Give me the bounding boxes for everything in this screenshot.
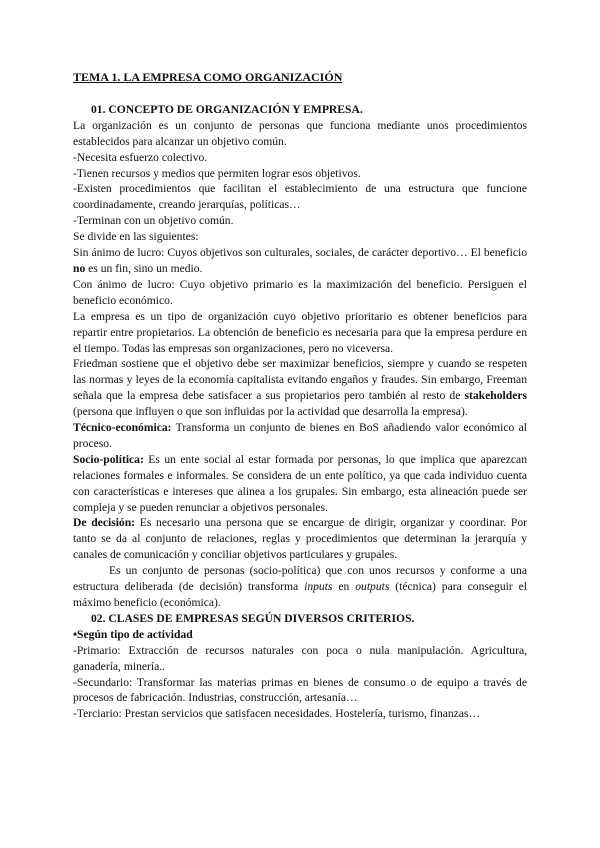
list-item: -Terciario: Prestan servicios que satisfacen necesidades. Hostelería, turismo, finanzas… <box>73 707 481 721</box>
section-2-heading: 02. CLASES DE EMPRESAS SEGÚN DIVERSOS CRITERIOS. <box>91 611 415 625</box>
subheading-activity: •Según tipo de actividad <box>73 627 193 641</box>
list-item: -Secundario: Transformar las materias primas en bienes de consumo o de equipo a través de procesos de fabricación. Industrias, construcción, artesanía… <box>73 675 527 705</box>
paragraph-sin-animo: Sin ánimo de lucro: Cuyos objetivos son culturales, sociales, de carácter deportivo… El beneficio no es un fin, sino un medio. <box>73 246 527 275</box>
document-page <box>73 70 527 722</box>
paragraph-definition: La organización es un conjunto de personas que funciona mediante unos procedimientos establecidos para alcanzar un objetivo común. <box>73 118 527 148</box>
list-item: -Existen procedimientos que facilitan el establecimiento de una estructura que funcione coordinadamente, creando jerarquías, políticas… <box>73 182 527 212</box>
section-1-heading: 01. CONCEPTO DE ORGANIZACIÓN Y EMPRESA. <box>91 102 363 116</box>
paragraph-divide: Se divide en las siguientes: <box>73 230 199 244</box>
list-item: -Terminan con un objetivo común. <box>73 214 234 228</box>
list-item: -Primario: Extracción de recursos naturales con poca o nula manipulación. Agricultura, ganadería, minería.. <box>73 643 527 673</box>
paragraph-summary: Es un conjunto de personas (socio-política) que con unos recursos y conforme a una estructura deliberada (de decisión) transforma inputs en outputs (técnica) para conseguir el máximo beneficio (económica). <box>73 564 527 609</box>
document-title: TEMA 1. LA EMPRESA COMO ORGANIZACIÓN <box>73 70 343 84</box>
paragraph-friedman: Friedman sostiene que el objetivo debe ser maximizar beneficios, siempre y cuando se respeten las normas y leyes de la economía capitalista evitando engaños y fraudes. Sin embargo, Freeman señala que la empresa debe satisfacer a sus propietarios pero también al resto de stakeholders (persona que influyen o que son influidas por la actividad que desarrolla la empresa). <box>73 357 527 419</box>
paragraph-tecnico: Técnico-económica: Transforma un conjunto de bienes en BoS añadiendo valor económico al proceso. <box>73 421 527 450</box>
paragraph-con-animo: Con ánimo de lucro: Cuyo objetivo primario es la maximización del beneficio. Persiguen el beneficio económico. <box>73 277 527 307</box>
paragraph-empresa: La empresa es un tipo de organización cuyo objetivo prioritario es obtener beneficios para repartir entre propietarios. La obtención de beneficio es necesaria para que la empresa perdure en el tiempo. Todas las empresas son organizaciones, pero no viceversa. <box>73 309 527 355</box>
paragraph-decision: De decisión: Es necesario una persona que se encargue de dirigir, organizar y coordinar. Por tanto se da al conjunto de relaciones, reglas y procedimientos que determinan la jerarquía y canales de comunicación y conciliar objetivos particulares y grupales. <box>73 516 527 562</box>
paragraph-socio: Socio-política: Es un ente social al estar formada por personas, lo que implica que aparezcan relaciones formales e informales. Se considera de un ente político, ya que cada individuo cuenta con características e intereses que alinea a los grupales. Sin embargo, esta alineación puede ser compleja y se pueden renunciar a objetivos personales. <box>73 452 527 514</box>
list-item: -Tienen recursos y medios que permiten lograr esos objetivos. <box>73 166 361 180</box>
list-item: -Necesita esfuerzo colectivo. <box>73 150 208 164</box>
